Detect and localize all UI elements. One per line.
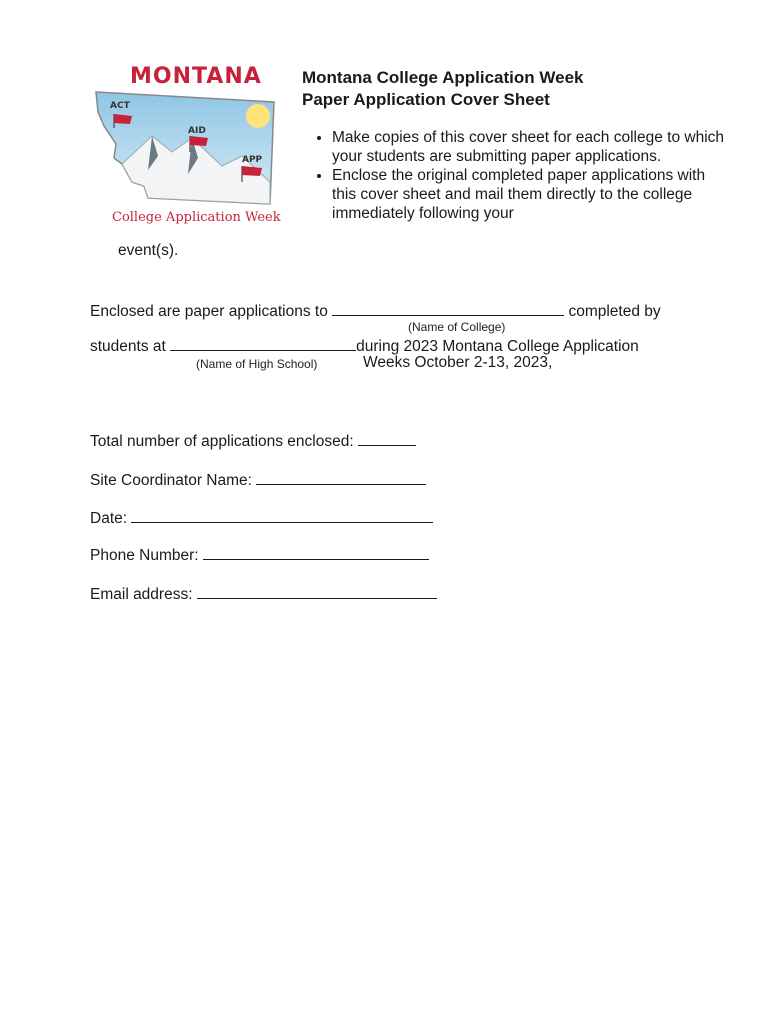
logo-tagline: College Application Week (112, 210, 281, 225)
students-prefix: students at (90, 338, 166, 355)
total-applications-blank[interactable] (358, 430, 416, 446)
date-label: Date: (90, 510, 128, 527)
montana-map-logo (92, 86, 282, 210)
enclosed-line (90, 300, 661, 321)
enclosed-prefix: Enclosed are paper applications to (90, 303, 328, 320)
list-item: • Make copies of this cover sheet for each college to which your students are submitting paper applications. (332, 128, 732, 166)
weeks-text: Weeks October 2-13, 2023, (363, 354, 553, 371)
total-applications-field (90, 430, 416, 451)
students-line (90, 335, 639, 356)
email-blank[interactable] (197, 583, 437, 599)
sun-icon (246, 104, 270, 128)
high-school-hint: (Name of High School) (196, 357, 318, 371)
college-name-blank[interactable] (332, 300, 564, 316)
logo-wordmark: MONTANA (130, 64, 262, 89)
email-field (90, 583, 437, 604)
total-applications-label: Total number of applications enclosed: (90, 433, 354, 450)
high-school-blank[interactable] (170, 335, 356, 351)
date-field (90, 507, 433, 528)
coordinator-label: Site Coordinator Name: (90, 472, 252, 489)
page-title (302, 67, 583, 111)
college-name-hint: (Name of College) (408, 320, 506, 334)
enclosed-suffix: completed by (568, 303, 661, 320)
email-label: Email address: (90, 586, 193, 603)
phone-label: Phone Number: (90, 547, 199, 564)
instructions-tail: event(s). (118, 242, 179, 259)
flag-app-label: APP (242, 155, 263, 165)
list-item: • Enclose the original completed paper applications with this cover sheet and mail them directly to the college immediately following your (332, 166, 732, 223)
instructions-list (313, 128, 732, 223)
title-line-2: Paper Application Cover Sheet (302, 90, 550, 109)
flag-act-label: ACT (110, 101, 130, 111)
coordinator-blank[interactable] (256, 469, 426, 485)
date-blank[interactable] (131, 507, 433, 523)
during-text: during 2023 Montana College Application (356, 338, 639, 355)
title-line-1: Montana College Application Week (302, 68, 584, 87)
coordinator-field (90, 469, 426, 490)
phone-blank[interactable] (203, 544, 429, 560)
flag-aid-label: AID (188, 126, 206, 136)
phone-field (90, 544, 429, 565)
